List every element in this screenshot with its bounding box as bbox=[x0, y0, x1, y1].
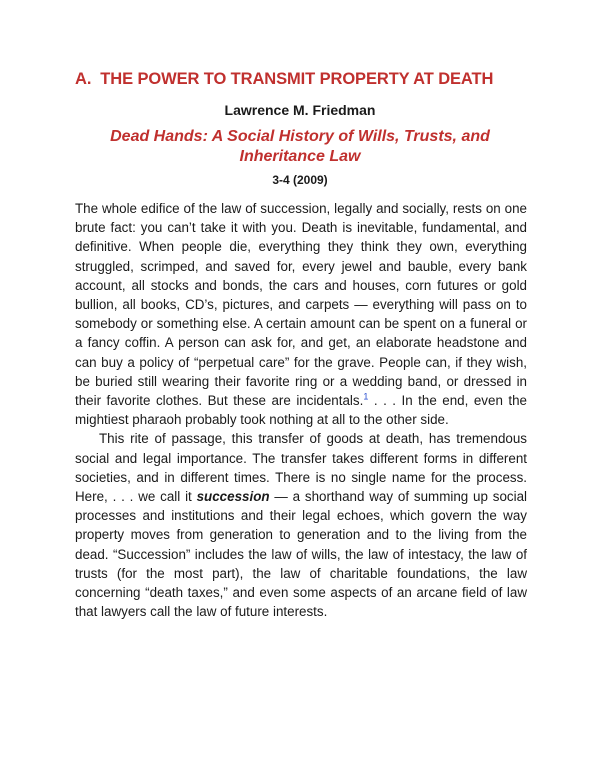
paragraph-2 bbox=[75, 429, 527, 621]
book-title: Dead Hands: A Social History of Wills, Trusts, and Inheritance Law bbox=[110, 128, 490, 165]
paragraph-2-text: This rite of passage, this transfer of goods at death, has tremendous social and legal importance. The transfer takes different forms in different societies, and in different times. There is no single name for the process. Here, . . . we call it bbox=[75, 431, 527, 505]
excerpt-body bbox=[75, 199, 527, 621]
paragraph-1-text-end: . . . In the end, even the mightiest pharaoh probably took nothing at all to the other side. bbox=[75, 393, 528, 428]
section-heading bbox=[75, 70, 545, 89]
footnote-link[interactable]: 1 bbox=[363, 391, 369, 402]
paragraph-2-text-end: — a shorthand way of summing up social processes and institutions and their legal echoes, which govern the way property moves from generation to generation and to the living from the dead. “Succession” includes the law of wills, the law of intestacy, the law of trusts (for the most part), the law of charitable foundations, the law concerning “death taxes,” and even some aspects of an arcane field of law that lawyers call the law of future interests. bbox=[75, 489, 528, 620]
page-citation: 3-4 (2009) bbox=[272, 173, 328, 187]
section-heading-label: A. bbox=[75, 70, 92, 88]
paragraph-1 bbox=[75, 199, 527, 429]
section-heading-title: THE POWER TO TRANSMIT PROPERTY AT DEATH bbox=[100, 70, 494, 88]
author-name: Lawrence M. Friedman bbox=[224, 102, 376, 118]
paragraph-1-text: The whole edifice of the law of succession, legally and socially, rests on one brute fact: you can’t take it with you. Death is inevitable, fundamental, and definitive. When people die, everything they think they own, everything struggled, scrimped, and saved for, every jewel and bauble, every bank account, all stocks and bonds, the cars and houses, corn futures or gold bullion, all books, CD’s, pictures, and carpets — everything will pass on to somebody or something else. A certain amount can be spent on a funeral or a fancy coffin. A person can ask for, and get, an elaborate headstone and can buy a policy of “perpetual care” for the grave. People can, if they wish, be buried still wearing their favorite ring or a wedding band, or dressed in their favorite clothes. But these are incidentals. bbox=[75, 201, 527, 409]
defined-term: succession bbox=[196, 489, 270, 505]
